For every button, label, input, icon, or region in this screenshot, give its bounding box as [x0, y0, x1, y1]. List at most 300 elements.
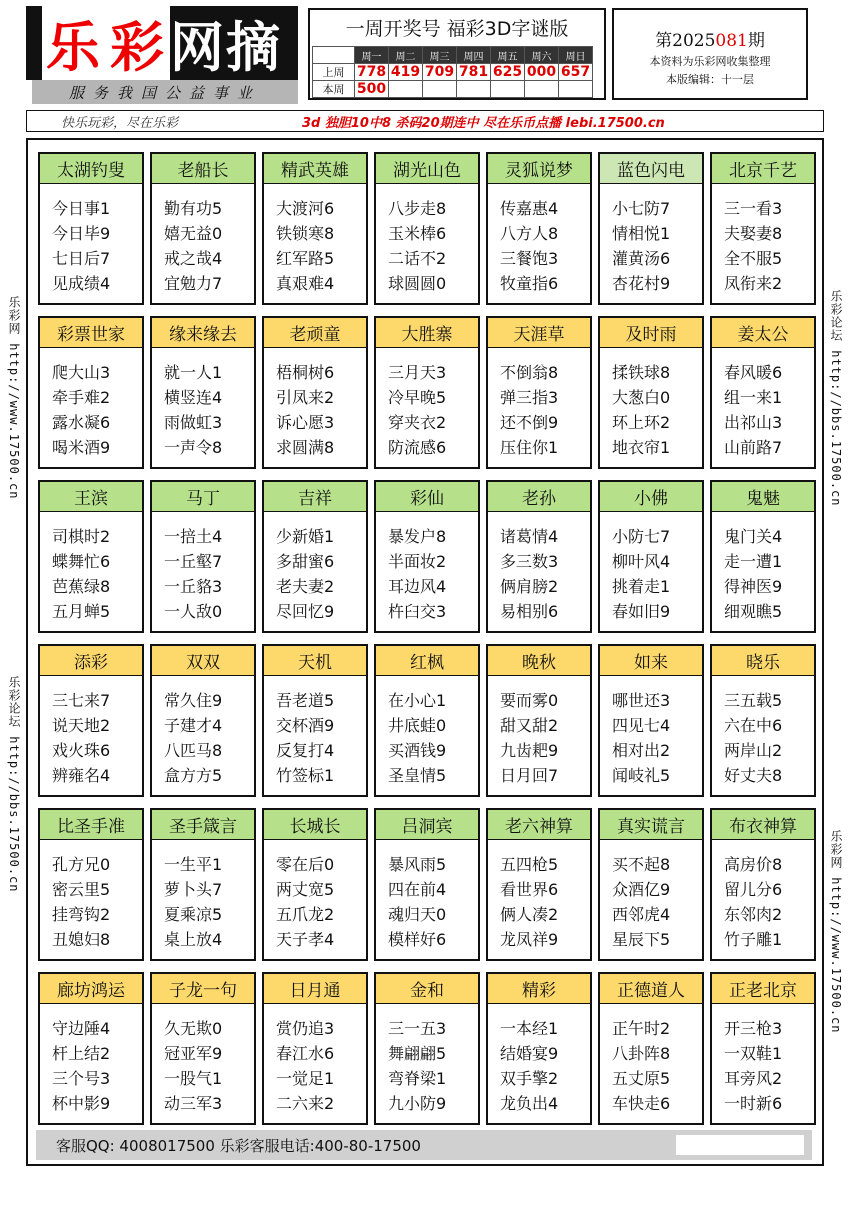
card-body — [40, 840, 142, 952]
riddle-card — [710, 808, 816, 961]
riddle-line: 暴风雨5 — [388, 855, 447, 874]
riddle-card — [374, 152, 480, 305]
card-body — [600, 676, 702, 788]
riddle-line: 日月回7 — [500, 766, 559, 785]
card-body — [712, 348, 814, 460]
info-editor: 本版编辑：十一层 — [666, 73, 754, 86]
riddle-card — [374, 808, 480, 961]
riddle-line: 五丈原5 — [612, 1069, 671, 1088]
riddle-line: 多甜蜜6 — [276, 552, 335, 571]
riddle-line: 真艰难4 — [276, 274, 335, 293]
this-week-number — [525, 81, 559, 98]
riddle-card — [598, 644, 704, 797]
riddle-line: 春江水6 — [276, 1044, 335, 1063]
riddle-line: 三一五3 — [388, 1019, 447, 1038]
card-title: 蓝色闪电 — [600, 154, 702, 184]
riddle-line: 车快走6 — [612, 1094, 671, 1113]
riddle-line: 五月蝉5 — [52, 602, 111, 621]
riddle-line: 赏仍追3 — [276, 1019, 335, 1038]
riddle-line: 传嘉惠4 — [500, 199, 559, 218]
card-title: 日月通 — [264, 974, 366, 1004]
riddle-line: 一股气1 — [164, 1069, 223, 1088]
riddle-line: 井底蛙0 — [388, 716, 447, 735]
riddle-line: 竹签标1 — [276, 766, 335, 785]
riddle-line: 四在前4 — [388, 880, 447, 899]
card-body — [376, 184, 478, 296]
riddle-line: 司棋时2 — [52, 527, 111, 546]
riddle-card — [150, 972, 256, 1125]
riddle-line: 两岸山2 — [724, 741, 783, 760]
info-source: 本资料为乐彩网收集整理 — [649, 55, 771, 68]
riddle-line: 舞翩翩5 — [388, 1044, 447, 1063]
riddle-line: 众酒亿9 — [612, 880, 671, 899]
riddle-card — [486, 316, 592, 469]
riddle-line: 密云里5 — [52, 880, 111, 899]
card-body — [152, 676, 254, 788]
logo-text — [26, 6, 298, 80]
card-body — [264, 512, 366, 624]
riddle-line: 铁锁寒8 — [276, 224, 335, 243]
footer-blank-box — [676, 1135, 804, 1155]
riddle-line: 三一看3 — [724, 199, 783, 218]
card-body — [488, 1004, 590, 1116]
riddle-line: 芭蕉绿8 — [52, 577, 111, 596]
riddle-line: 夫娶妻8 — [724, 224, 783, 243]
logo-char-1: 乐 — [42, 5, 106, 82]
card-title: 老船长 — [152, 154, 254, 184]
riddle-card — [598, 152, 704, 305]
riddle-card — [710, 152, 816, 305]
banner-ad-link[interactable]: 3d 独胆10中8 杀码20期连中 尽在乐币点播 lebi.17500.cn — [302, 115, 665, 131]
riddle-line: 一双鞋1 — [724, 1044, 783, 1063]
side-text-left-bottom: 乐彩论坛 http://bbs.17500.cn — [7, 676, 21, 893]
riddle-line: 八步走8 — [388, 199, 447, 218]
riddle-card — [38, 644, 144, 797]
side-text-left-top: 乐彩网 http://www.17500.cn — [7, 296, 21, 500]
card-title: 晚秋 — [488, 646, 590, 676]
card-title: 缘来缘去 — [152, 318, 254, 348]
riddle-line: 三个号3 — [52, 1069, 111, 1088]
this-week-number — [559, 81, 593, 98]
card-title: 灵狐说梦 — [488, 154, 590, 184]
riddle-line: 一觉足1 — [276, 1069, 335, 1088]
riddle-line: 交杯酒9 — [276, 716, 335, 735]
riddle-card — [150, 644, 256, 797]
riddle-line: 动三军3 — [164, 1094, 223, 1113]
card-title: 老孙 — [488, 482, 590, 512]
riddle-line: 夏乘凉5 — [164, 905, 223, 924]
issue-info-box — [612, 8, 808, 100]
riddle-line: 龙负出4 — [500, 1094, 559, 1113]
riddle-line: 梧桐树6 — [276, 363, 335, 382]
card-body — [376, 348, 478, 460]
logo-char-3: 网 — [170, 14, 226, 79]
riddle-line: 地衣帘1 — [612, 438, 671, 457]
riddle-line: 一本经1 — [500, 1019, 559, 1038]
this-week-number: 500 — [355, 81, 389, 98]
riddle-line: 蝶舞忙6 — [52, 552, 111, 571]
issue-number — [614, 26, 806, 51]
riddle-line: 山前路7 — [724, 438, 783, 457]
riddle-line: 冷早晚5 — [388, 388, 447, 407]
riddle-line: 尽回忆9 — [276, 602, 335, 621]
riddle-line: 耳边风4 — [388, 577, 447, 596]
card-body — [600, 512, 702, 624]
riddle-card — [262, 316, 368, 469]
riddle-line: 大渡河6 — [276, 199, 335, 218]
card-body — [488, 840, 590, 952]
riddle-line: 高房价8 — [724, 855, 783, 874]
riddle-line: 走一遭1 — [724, 552, 783, 571]
logo — [26, 6, 298, 80]
riddle-card — [710, 480, 816, 633]
card-body — [488, 676, 590, 788]
riddle-line: 求圆满8 — [276, 438, 335, 457]
riddle-line: 正午时2 — [612, 1019, 671, 1038]
this-week-number — [389, 81, 423, 98]
card-title: 红枫 — [376, 646, 478, 676]
card-title: 精彩 — [488, 974, 590, 1004]
card-title: 如来 — [600, 646, 702, 676]
riddle-line: 两丈宽5 — [276, 880, 335, 899]
card-body — [600, 1004, 702, 1116]
riddle-line: 杏花村9 — [612, 274, 671, 293]
card-body — [40, 1004, 142, 1116]
card-body — [264, 676, 366, 788]
draw-results-table — [312, 46, 593, 98]
card-body — [264, 1004, 366, 1116]
card-title: 天机 — [264, 646, 366, 676]
card-title: 比圣手准 — [40, 810, 142, 840]
riddle-card — [486, 480, 592, 633]
card-title: 大胜寨 — [376, 318, 478, 348]
riddle-line: 爬大山3 — [52, 363, 111, 382]
last-week-label: 上周 — [313, 64, 355, 81]
riddle-line: 勤有功5 — [164, 199, 223, 218]
riddle-line: 情相悦1 — [612, 224, 671, 243]
riddle-line: 戏火珠6 — [52, 741, 111, 760]
riddle-line: 杵臼交3 — [388, 602, 447, 621]
side-text-right-top: 乐彩论坛 http://bbs.17500.cn — [829, 290, 843, 507]
riddle-line: 一声令8 — [164, 438, 223, 457]
riddle-line: 天子孝4 — [276, 930, 335, 949]
card-body — [264, 840, 366, 952]
riddle-line: 易相别6 — [500, 602, 559, 621]
card-title: 廊坊鸿运 — [40, 974, 142, 1004]
riddle-line: 灌黄汤6 — [612, 249, 671, 268]
riddle-line: 甜又甜2 — [500, 716, 559, 735]
riddle-line: 小防七7 — [612, 527, 671, 546]
riddle-line: 牵手难2 — [52, 388, 111, 407]
day-header: 周四 — [457, 47, 491, 64]
riddle-card — [598, 972, 704, 1125]
riddle-line: 压住你1 — [500, 438, 559, 457]
riddle-line: 宜勉力7 — [164, 274, 223, 293]
riddle-line: 揉铁球8 — [612, 363, 671, 382]
riddle-line: 环上环2 — [612, 413, 671, 432]
riddle-line: 桌上放4 — [164, 930, 223, 949]
riddle-line: 子建才4 — [164, 716, 223, 735]
card-body — [600, 348, 702, 460]
card-title: 吉祥 — [264, 482, 366, 512]
riddle-line: 一生平1 — [164, 855, 223, 874]
last-week-number: 657 — [559, 64, 593, 81]
riddle-line: 魂归天0 — [388, 905, 447, 924]
riddle-card — [374, 972, 480, 1125]
card-body — [712, 676, 814, 788]
customer-service-contact: 客服QQ: 4008017500 乐彩客服电话:400-80-17500 — [56, 1136, 421, 1155]
logo-char-4: 摘 — [226, 14, 282, 79]
riddle-line: 见成绩4 — [52, 274, 111, 293]
riddle-line: 嬉无益0 — [164, 224, 223, 243]
banner-left: 快乐玩彩，尽在乐彩 — [61, 115, 179, 131]
riddle-card — [262, 480, 368, 633]
riddle-line: 玉米棒6 — [388, 224, 447, 243]
riddle-line: 春如旧9 — [612, 602, 671, 621]
card-title: 彩仙 — [376, 482, 478, 512]
card-title: 太湖钓叟 — [40, 154, 142, 184]
riddle-card — [150, 808, 256, 961]
riddle-line: 辨雍名4 — [52, 766, 111, 785]
riddle-line: 三月天3 — [388, 363, 447, 382]
riddle-line: 在小心1 — [388, 691, 447, 710]
riddle-card — [486, 808, 592, 961]
riddle-line: 少新婚1 — [276, 527, 335, 546]
riddle-line: 二话不2 — [388, 249, 447, 268]
riddle-card — [262, 808, 368, 961]
riddle-line: 九小防9 — [388, 1094, 447, 1113]
riddle-card — [374, 480, 480, 633]
card-body — [152, 512, 254, 624]
card-title: 正老北京 — [712, 974, 814, 1004]
riddle-card — [150, 480, 256, 633]
riddle-card — [38, 808, 144, 961]
riddle-line: 一丘貉3 — [164, 577, 223, 596]
riddle-line: 哪世还3 — [612, 691, 671, 710]
card-title: 吕洞宾 — [376, 810, 478, 840]
riddle-card — [710, 316, 816, 469]
riddle-card — [374, 316, 480, 469]
card-body — [264, 348, 366, 460]
card-title: 彩票世家 — [40, 318, 142, 348]
card-body — [152, 840, 254, 952]
riddle-line: 穿夹衣2 — [388, 413, 447, 432]
card-title: 金和 — [376, 974, 478, 1004]
this-week-number — [423, 81, 457, 98]
riddle-line: 说天地2 — [52, 716, 111, 735]
card-title: 老顽童 — [264, 318, 366, 348]
riddle-line: 要而雾0 — [500, 691, 559, 710]
card-body — [600, 840, 702, 952]
last-week-number: 709 — [423, 64, 457, 81]
riddle-line: 牧童指6 — [500, 274, 559, 293]
card-body — [152, 184, 254, 296]
riddle-line: 萝卜头7 — [164, 880, 223, 899]
day-header: 周三 — [423, 47, 457, 64]
riddle-card — [598, 808, 704, 961]
riddle-line: 弹三指3 — [500, 388, 559, 407]
riddle-line: 三餐饱3 — [500, 249, 559, 268]
riddle-line: 七日后7 — [52, 249, 111, 268]
riddle-card — [486, 972, 592, 1125]
last-week-number: 781 — [457, 64, 491, 81]
riddle-line: 竹子雕1 — [724, 930, 783, 949]
card-title: 圣手箴言 — [152, 810, 254, 840]
riddle-line: 杆上结2 — [52, 1044, 111, 1063]
riddle-line: 好丈夫8 — [724, 766, 783, 785]
card-title: 天涯草 — [488, 318, 590, 348]
card-body — [152, 1004, 254, 1116]
card-body — [376, 676, 478, 788]
last-week-number: 778 — [355, 64, 389, 81]
riddle-line: 反复打4 — [276, 741, 335, 760]
riddle-line: 一时新6 — [724, 1094, 783, 1113]
riddle-line: 久无欺0 — [164, 1019, 223, 1038]
riddle-line: 横竖连4 — [164, 388, 223, 407]
riddle-line: 得神医9 — [724, 577, 783, 596]
riddle-line: 三七来7 — [52, 691, 111, 710]
riddle-line: 诉心愿3 — [276, 413, 335, 432]
card-title: 布衣神算 — [712, 810, 814, 840]
riddle-card — [38, 152, 144, 305]
card-body — [600, 184, 702, 296]
riddle-line: 引凤来2 — [276, 388, 335, 407]
riddle-line: 小七防7 — [612, 199, 671, 218]
riddle-line: 丑媳妇8 — [52, 930, 111, 949]
riddle-line: 俩人凑2 — [500, 905, 559, 924]
slogan: 服务我国公益事业 — [32, 80, 298, 104]
riddle-line: 多三数3 — [500, 552, 559, 571]
riddle-line: 喝米酒9 — [52, 438, 111, 457]
last-week-number: 000 — [525, 64, 559, 81]
riddle-line: 暴发户8 — [388, 527, 447, 546]
card-title: 老六神算 — [488, 810, 590, 840]
riddle-line: 西邻虎4 — [612, 905, 671, 924]
riddle-card — [38, 316, 144, 469]
riddle-line: 杯中影9 — [52, 1094, 111, 1113]
riddle-line: 闻岐礼5 — [612, 766, 671, 785]
riddle-line: 守边陲4 — [52, 1019, 111, 1038]
riddle-card — [598, 480, 704, 633]
riddle-line: 耳旁风2 — [724, 1069, 783, 1088]
card-body — [488, 348, 590, 460]
riddle-line: 吾老道5 — [276, 691, 335, 710]
card-title: 真实谎言 — [600, 810, 702, 840]
riddle-line: 三五载5 — [724, 691, 783, 710]
riddle-line: 二六来2 — [276, 1094, 335, 1113]
riddle-line: 半面妆2 — [388, 552, 447, 571]
riddle-line: 冠亚军9 — [164, 1044, 223, 1063]
riddle-line: 一人敌0 — [164, 602, 223, 621]
riddle-line: 雨做虹3 — [164, 413, 223, 432]
riddle-line: 今日事1 — [52, 199, 111, 218]
riddle-line: 鬼门关4 — [724, 527, 783, 546]
card-title: 精武英雄 — [264, 154, 366, 184]
card-body — [712, 1004, 814, 1116]
riddle-card — [486, 152, 592, 305]
day-header: 周六 — [525, 47, 559, 64]
card-title: 双双 — [152, 646, 254, 676]
riddle-line: 盒方方5 — [164, 766, 223, 785]
riddle-card — [38, 972, 144, 1125]
riddle-line: 圣皇情5 — [388, 766, 447, 785]
riddle-line: 八卦阵8 — [612, 1044, 671, 1063]
riddle-line: 出祁山3 — [724, 413, 783, 432]
day-header: 周五 — [491, 47, 525, 64]
riddle-card — [710, 644, 816, 797]
card-title: 子龙一句 — [152, 974, 254, 1004]
riddle-line: 买酒钱9 — [388, 741, 447, 760]
card-title: 鬼魅 — [712, 482, 814, 512]
riddle-card — [262, 152, 368, 305]
riddle-line: 买不起8 — [612, 855, 671, 874]
riddle-line: 挂弯钩2 — [52, 905, 111, 924]
day-header: 周一 — [355, 47, 389, 64]
this-week-number — [491, 81, 525, 98]
riddle-line: 就一人1 — [164, 363, 223, 382]
riddle-line: 孔方兄0 — [52, 855, 111, 874]
card-title: 马丁 — [152, 482, 254, 512]
riddle-line: 模样好6 — [388, 930, 447, 949]
card-title: 及时雨 — [600, 318, 702, 348]
riddle-line: 凤衔来2 — [724, 274, 783, 293]
card-body — [488, 512, 590, 624]
card-body — [376, 512, 478, 624]
card-title: 湖光山色 — [376, 154, 478, 184]
riddle-line: 挑着走1 — [612, 577, 671, 596]
card-body — [376, 840, 478, 952]
riddle-line: 俩肩膀2 — [500, 577, 559, 596]
riddle-line: 零在后0 — [276, 855, 335, 874]
draw-results-title: 一周开奖号 福彩3D字谜版 — [345, 17, 569, 40]
riddle-line: 东邻肉2 — [724, 905, 783, 924]
riddle-line: 红军路5 — [276, 249, 335, 268]
riddle-line: 六在中6 — [724, 716, 783, 735]
card-title: 添彩 — [40, 646, 142, 676]
riddle-line: 九齿耙9 — [500, 741, 559, 760]
draw-results-box — [308, 8, 606, 100]
this-week-label: 本周 — [313, 81, 355, 98]
riddle-card — [38, 480, 144, 633]
riddle-line: 星辰下5 — [612, 930, 671, 949]
issue-prefix: 第2025 — [655, 31, 716, 51]
card-body — [376, 1004, 478, 1116]
riddle-line: 常久住9 — [164, 691, 223, 710]
card-title: 小佛 — [600, 482, 702, 512]
riddle-line: 今日毕9 — [52, 224, 111, 243]
riddle-line: 老夫妻2 — [276, 577, 335, 596]
riddle-line: 戒之哉4 — [164, 249, 223, 268]
day-header: 周日 — [559, 47, 593, 64]
card-body — [712, 512, 814, 624]
riddle-line: 八匹马8 — [164, 741, 223, 760]
riddle-line: 全不服5 — [724, 249, 783, 268]
riddle-card — [262, 644, 368, 797]
riddle-card — [710, 972, 816, 1125]
issue-suffix: 期 — [747, 31, 765, 51]
riddle-line: 春风暖6 — [724, 363, 783, 382]
riddle-card — [150, 316, 256, 469]
logo-char-2: 彩 — [106, 5, 170, 82]
riddle-line: 柳叶风4 — [612, 552, 671, 571]
day-header: 周二 — [389, 47, 423, 64]
card-body — [712, 840, 814, 952]
riddle-line: 防流感6 — [388, 438, 447, 457]
riddle-card — [374, 644, 480, 797]
riddle-line: 留儿分6 — [724, 880, 783, 899]
card-body — [264, 184, 366, 296]
riddle-card — [486, 644, 592, 797]
